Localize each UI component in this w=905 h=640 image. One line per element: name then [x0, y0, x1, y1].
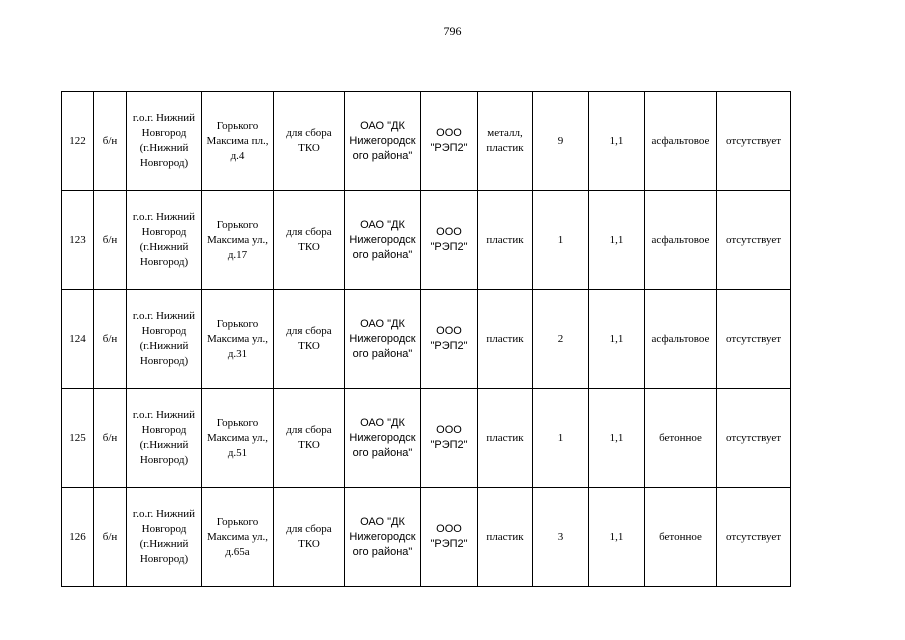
cell-container-material: металл, пластик	[478, 92, 533, 191]
cell-row-number: 123	[62, 191, 94, 290]
cell-container-volume: 1,1	[589, 488, 645, 587]
cell-operator: ООО "РЭП2"	[421, 389, 478, 488]
cell-organization: ОАО "ДК Нижегородск ого района"	[345, 488, 421, 587]
table-row	[62, 488, 791, 587]
cell-row-number: 125	[62, 389, 94, 488]
page-number: 796	[443, 24, 462, 38]
cell-address: Горького Максима пл., д.4	[202, 92, 274, 191]
cell-fence: отсутствует	[717, 290, 791, 389]
cell-surface-type: асфальтовое	[645, 191, 717, 290]
cell-container-count: 2	[533, 290, 589, 389]
table-row	[62, 92, 791, 191]
cell-container-material: пластик	[478, 389, 533, 488]
cell-container-count: 1	[533, 191, 589, 290]
cell-fence: отсутствует	[717, 488, 791, 587]
cell-container-material: пластик	[478, 488, 533, 587]
cell-fence: отсутствует	[717, 92, 791, 191]
cell-municipality: г.о.г. Нижний Новгород (г.Нижний Новгород)	[127, 191, 202, 290]
cell-address: Горького Максима ул., д.17	[202, 191, 274, 290]
cell-operator: ООО "РЭП2"	[421, 92, 478, 191]
cell-registry-number: б/н	[94, 389, 127, 488]
cell-container-volume: 1,1	[589, 191, 645, 290]
table-row	[62, 290, 791, 389]
cell-operator: ООО "РЭП2"	[421, 191, 478, 290]
cell-container-count: 9	[533, 92, 589, 191]
cell-purpose: для сбора ТКО	[274, 92, 345, 191]
cell-container-count: 3	[533, 488, 589, 587]
cell-container-volume: 1,1	[589, 290, 645, 389]
cell-row-number: 124	[62, 290, 94, 389]
cell-registry-number: б/н	[94, 290, 127, 389]
cell-purpose: для сбора ТКО	[274, 389, 345, 488]
cell-purpose: для сбора ТКО	[274, 488, 345, 587]
cell-municipality: г.о.г. Нижний Новгород (г.Нижний Новгород)	[127, 92, 202, 191]
cell-surface-type: асфальтовое	[645, 290, 717, 389]
cell-fence: отсутствует	[717, 191, 791, 290]
cell-organization: ОАО "ДК Нижегородск ого района"	[345, 92, 421, 191]
cell-address: Горького Максима ул., д.31	[202, 290, 274, 389]
cell-operator: ООО "РЭП2"	[421, 488, 478, 587]
cell-container-count: 1	[533, 389, 589, 488]
cell-registry-number: б/н	[94, 488, 127, 587]
cell-address: Горького Максима ул., д.65а	[202, 488, 274, 587]
cell-registry-number: б/н	[94, 92, 127, 191]
cell-purpose: для сбора ТКО	[274, 290, 345, 389]
cell-organization: ОАО "ДК Нижегородск ого района"	[345, 389, 421, 488]
cell-container-material: пластик	[478, 290, 533, 389]
cell-address: Горького Максима ул., д.51	[202, 389, 274, 488]
cell-container-volume: 1,1	[589, 92, 645, 191]
cell-fence: отсутствует	[717, 389, 791, 488]
cell-registry-number: б/н	[94, 191, 127, 290]
cell-purpose: для сбора ТКО	[274, 191, 345, 290]
cell-surface-type: бетонное	[645, 488, 717, 587]
cell-container-volume: 1,1	[589, 389, 645, 488]
waste-sites-table	[61, 91, 791, 587]
cell-municipality: г.о.г. Нижний Новгород (г.Нижний Новгород)	[127, 389, 202, 488]
cell-municipality: г.о.г. Нижний Новгород (г.Нижний Новгород)	[127, 488, 202, 587]
cell-surface-type: асфальтовое	[645, 92, 717, 191]
cell-row-number: 126	[62, 488, 94, 587]
cell-organization: ОАО "ДК Нижегородск ого района"	[345, 191, 421, 290]
cell-container-material: пластик	[478, 191, 533, 290]
table-row	[62, 389, 791, 488]
cell-organization: ОАО "ДК Нижегородск ого района"	[345, 290, 421, 389]
cell-operator: ООО "РЭП2"	[421, 290, 478, 389]
cell-surface-type: бетонное	[645, 389, 717, 488]
cell-row-number: 122	[62, 92, 94, 191]
table-row	[62, 191, 791, 290]
cell-municipality: г.о.г. Нижний Новгород (г.Нижний Новгород)	[127, 290, 202, 389]
